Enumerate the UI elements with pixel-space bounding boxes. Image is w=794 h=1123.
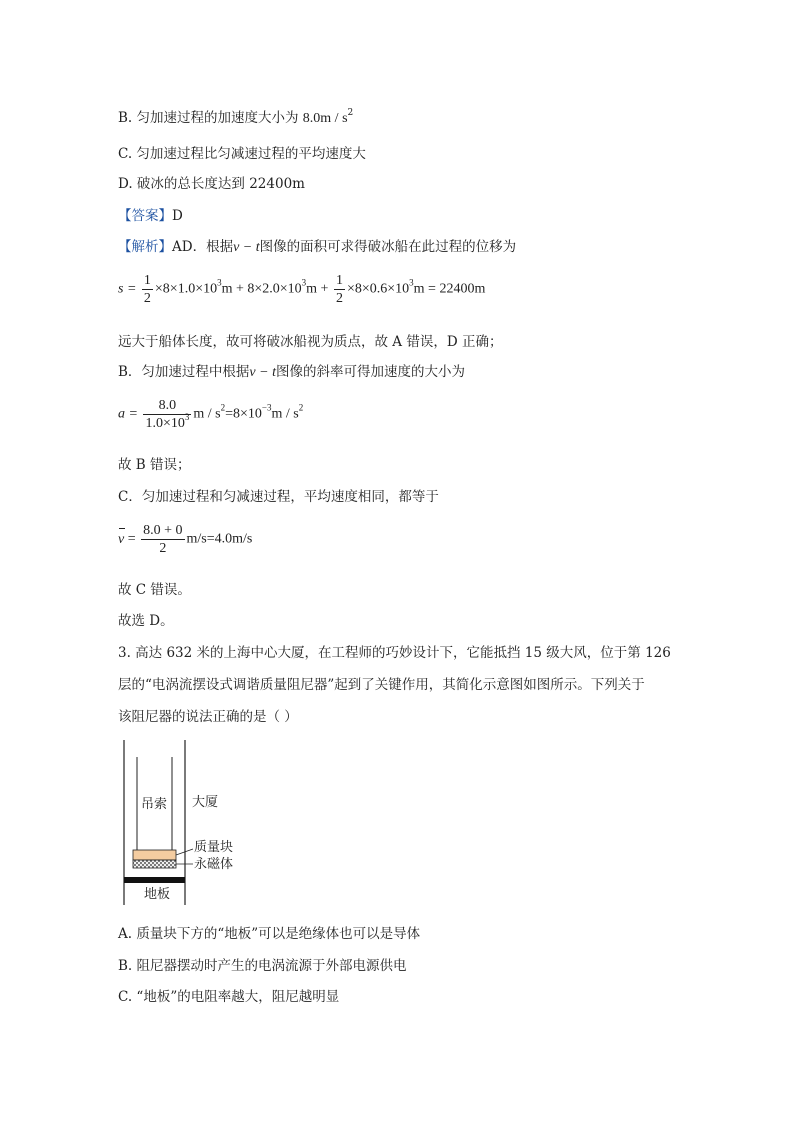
q3-stem-line2: 层的“电涡流摆设式调谐质量阻尼器”起到了关键作用，其简化示意图如图所示。下列关于 bbox=[118, 677, 645, 693]
mass-block bbox=[133, 850, 176, 860]
eq1-exp4: 3 bbox=[409, 277, 414, 288]
eq1-half-num: 1 bbox=[143, 273, 151, 288]
analysis-ad-conclusion: 远大于船体长度，故可将破冰船视为质点，故 A 错误，D 正确； bbox=[118, 334, 503, 350]
option-d-q2: D. 破冰的总长度达到 22400m bbox=[118, 176, 305, 192]
eq3-vbar: v bbox=[118, 530, 124, 550]
answer-line bbox=[118, 206, 183, 226]
eq2-den-exp: 3 bbox=[184, 412, 190, 422]
vt-symbol: v − t bbox=[233, 240, 260, 255]
eq2-unit1: m / s bbox=[193, 406, 221, 422]
eq1-fraction-half bbox=[142, 272, 153, 307]
analysis-c-intro: C．匀加速过程和匀减速过程，平均速度相同，都等于 bbox=[118, 489, 439, 505]
eq1-exp2: 3 bbox=[301, 277, 307, 288]
analysis-b-conclusion: 故 B 错误； bbox=[118, 457, 191, 473]
eq2-fraction bbox=[143, 397, 191, 432]
option-b-text: B. 匀加速过程的加速度大小为 bbox=[118, 110, 303, 126]
q3-option-a: A. 质量块下方的“地板”可以是绝缘体也可以是导体 bbox=[118, 926, 421, 942]
analysis-b-label: B．匀加速过程中根据 bbox=[118, 364, 250, 380]
eq3-equals: = bbox=[124, 531, 136, 547]
eq1-term3: m + bbox=[306, 281, 329, 297]
option-b-value: 8.0m / s bbox=[302, 111, 348, 126]
answer-tag: 【答案】 bbox=[118, 208, 172, 224]
eq2-value: =8×10 bbox=[225, 406, 262, 422]
eq1-term1: ×8×1.0×10 bbox=[154, 281, 218, 297]
answer-value: D bbox=[172, 208, 183, 224]
analysis-ad-text: 图像的面积可求得破冰船在此过程的位移为 bbox=[259, 239, 517, 255]
q3-option-c: C. “地板”的电阻率越大，阻尼越明显 bbox=[118, 989, 340, 1005]
eq2-den bbox=[143, 412, 191, 432]
label-mass: 质量块 bbox=[194, 840, 234, 855]
eq2-num: 8.0 bbox=[143, 397, 191, 415]
q3-stem-line1: 3. 高达 632 米的上海中心大厦，在工程师的巧妙设计下，它能抵挡 15 级大风，位于第 126 bbox=[118, 645, 671, 661]
eq1-term4: ×8×0.6×10 bbox=[346, 281, 410, 297]
option-c-q2: C. 匀加速过程比匀减速过程的平均速度大 bbox=[118, 146, 366, 162]
eq1-half-den: 2 bbox=[143, 291, 151, 306]
eq2-unit2-exp: 2 bbox=[298, 402, 304, 413]
eq3-fraction bbox=[141, 522, 184, 557]
equation-acceleration bbox=[118, 397, 303, 432]
eq1-lhs: s = bbox=[118, 281, 137, 297]
eq1-term5: m = 22400m bbox=[413, 281, 486, 297]
eq1-fraction-half-2 bbox=[334, 272, 345, 307]
analysis-ad-intro bbox=[118, 237, 516, 258]
analysis-tag: 【解析】 bbox=[118, 239, 172, 255]
label-building: 大厦 bbox=[192, 795, 219, 810]
floor-slab bbox=[124, 877, 185, 883]
eq2-lhs: a = bbox=[118, 406, 138, 422]
eq1-exp1: 3 bbox=[217, 277, 222, 288]
eq3-den: 2 bbox=[159, 541, 167, 556]
option-b-q2 bbox=[118, 108, 353, 129]
eq1-half2-den: 2 bbox=[335, 291, 343, 306]
eq2-value-exp: −3 bbox=[261, 402, 272, 413]
label-floor: 地板 bbox=[144, 887, 171, 902]
eq1-term2: m + 8×2.0×10 bbox=[221, 281, 302, 297]
equation-displacement bbox=[118, 272, 485, 307]
q3-stem-line3: 该阻尼器的说法正确的是（ ） bbox=[118, 709, 298, 725]
label-magnet: 永磁体 bbox=[194, 857, 234, 872]
eq1-half2-num: 1 bbox=[335, 273, 343, 288]
label-cable: 吊索 bbox=[141, 797, 168, 812]
q3-option-b: B. 阻尼器摆动时产生的电涡流源于外部电源供电 bbox=[118, 958, 407, 974]
eq2-unit1-exp: 2 bbox=[220, 402, 226, 413]
analysis-b-text: 图像的斜率可得加速度的大小为 bbox=[275, 364, 465, 380]
damper-diagram bbox=[115, 737, 255, 909]
equation-average-velocity bbox=[118, 522, 252, 557]
analysis-b-intro bbox=[118, 362, 465, 383]
option-b-exponent: 2 bbox=[347, 108, 354, 118]
analysis-final: 故选 D。 bbox=[118, 613, 174, 629]
vt-symbol-b: v − t bbox=[249, 365, 276, 380]
eq2-unit2: m / s bbox=[271, 406, 299, 422]
eq3-num: 8.0 + 0 bbox=[143, 523, 183, 538]
eq2-den-base: 1.0×10 bbox=[145, 416, 185, 431]
permanent-magnet bbox=[133, 860, 176, 868]
analysis-c-conclusion: 故 C 错误。 bbox=[118, 582, 191, 598]
eq3-result: m/s=4.0m/s bbox=[186, 531, 253, 547]
analysis-ad-label: AD．根据 bbox=[172, 239, 234, 255]
